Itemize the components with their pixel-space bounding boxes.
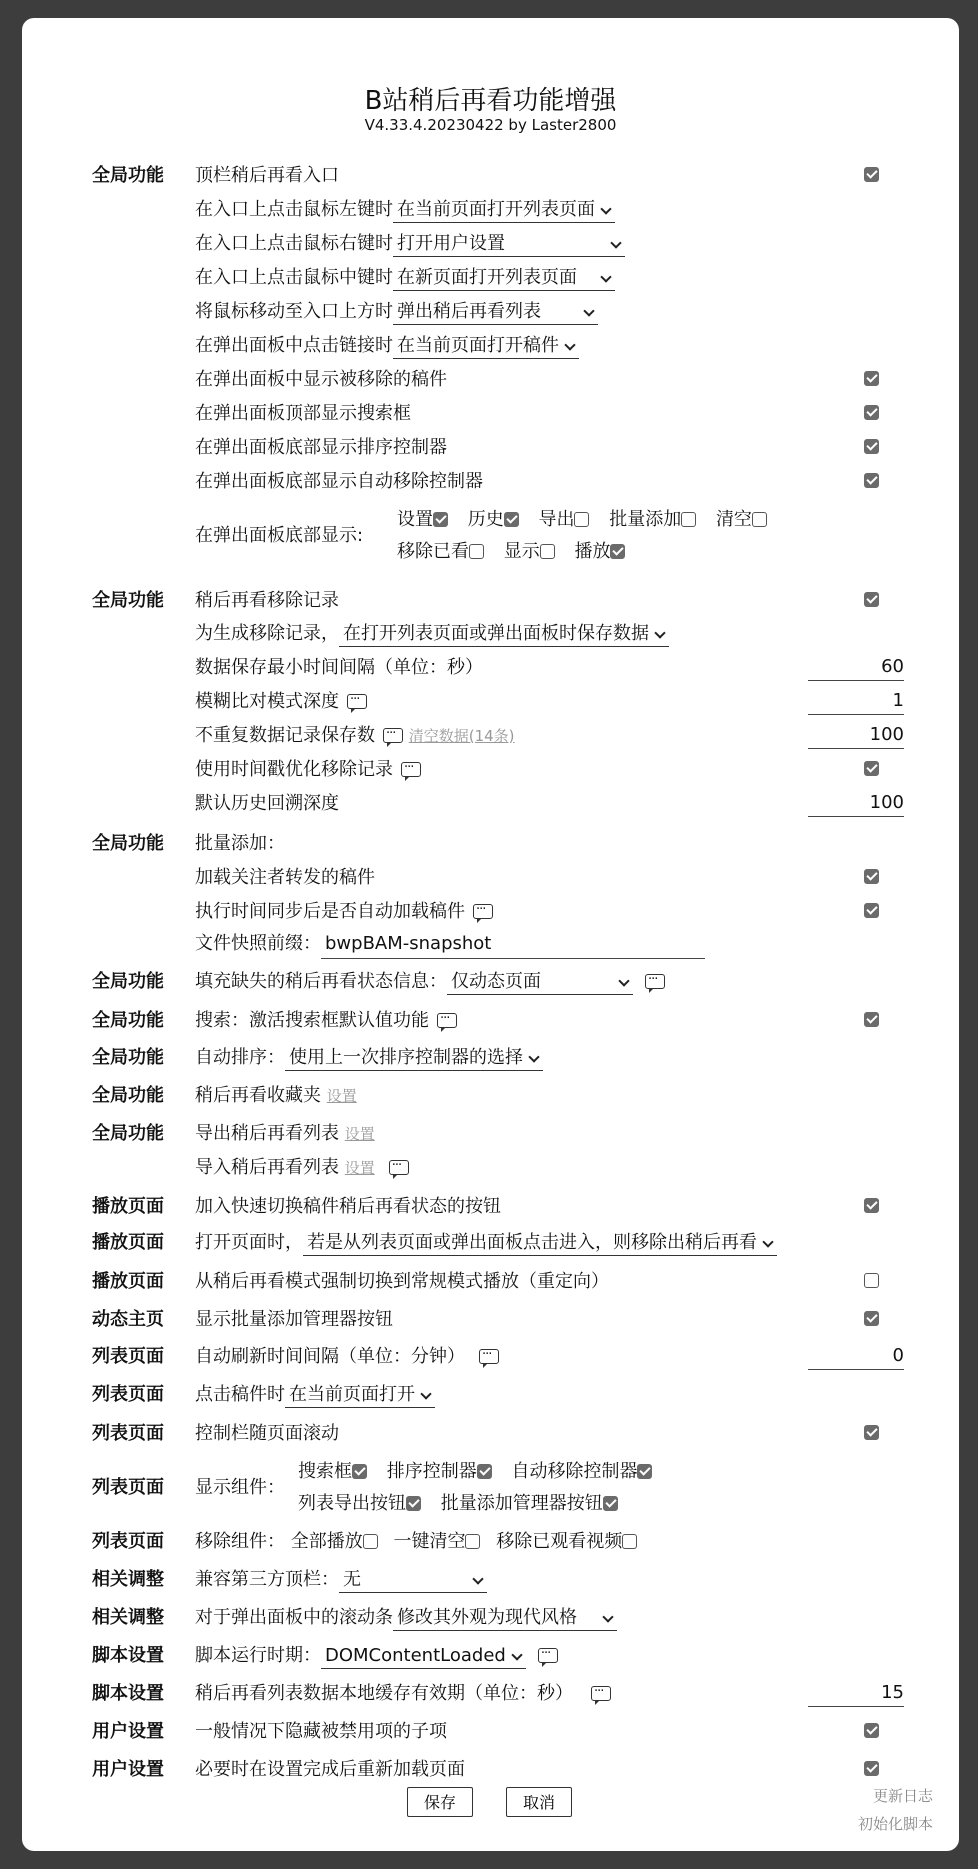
category-label: 全局功能 xyxy=(92,165,164,186)
setting-label: 为生成移除记录， xyxy=(195,623,339,644)
opt-label: 搜索框 xyxy=(298,1461,352,1482)
save-button[interactable]: 保存 xyxy=(407,1787,473,1817)
opt-history-checkbox[interactable] xyxy=(504,512,519,527)
comment-icon[interactable] xyxy=(437,1013,457,1028)
setting-label: 在弹出面板底部显示排序控制器 xyxy=(195,437,447,458)
setting-label: 显示批量添加管理器按钮 xyxy=(195,1309,393,1330)
setting-label: 自动刷新时间间隔（单位：分钟） xyxy=(195,1346,465,1367)
opt-label: 批量添加管理器按钮 xyxy=(440,1493,603,1514)
third-party-header-select[interactable]: 无 xyxy=(339,1568,487,1593)
opt-label: 自动移除控制器 xyxy=(511,1461,638,1482)
opt-label: 排序控制器 xyxy=(386,1461,477,1482)
comp-sort-checkbox[interactable] xyxy=(477,1464,492,1479)
opt-label: 播放 xyxy=(574,541,611,562)
setting-label: 使用时间戳优化移除记录 xyxy=(195,759,393,780)
setting-label: 必要时在设置完成后重新加载页面 xyxy=(195,1759,465,1780)
snapshot-prefix-input[interactable]: bwpBAM-snapshot xyxy=(321,930,705,959)
opt-settings-checkbox[interactable] xyxy=(433,512,448,527)
category-label: 列表页面 xyxy=(92,1346,164,1367)
opt-label: 批量添加 xyxy=(609,509,682,530)
comment-icon[interactable] xyxy=(479,1349,499,1364)
category-label: 脚本设置 xyxy=(92,1645,164,1666)
category-label: 全局功能 xyxy=(92,971,164,992)
quick-switch-checkbox[interactable] xyxy=(864,1198,879,1213)
favorites-settings-link[interactable]: 设置 xyxy=(326,1087,357,1105)
comp-auto-remove-checkbox[interactable] xyxy=(637,1464,652,1479)
setting-label: 稍后再看列表数据本地缓存有效期（单位：秒） xyxy=(195,1683,573,1704)
category-label: 列表页面 xyxy=(92,1423,164,1444)
setting-label: 加载关注者转发的稿件 xyxy=(195,867,375,888)
category-label: 用户设置 xyxy=(92,1721,164,1742)
fuzzy-depth-input[interactable]: 1 xyxy=(808,688,904,715)
comment-icon[interactable] xyxy=(645,974,665,989)
version-text: V4.33.4.20230422 by Laster2800 xyxy=(364,116,617,134)
left-click-select[interactable]: 在当前页面打开列表页面 xyxy=(393,198,615,223)
comment-icon[interactable] xyxy=(591,1686,611,1701)
category-label: 脚本设置 xyxy=(92,1683,164,1704)
timestamp-optimize-checkbox[interactable] xyxy=(864,761,879,776)
show-sort-checkbox[interactable] xyxy=(864,439,879,454)
setting-label: 在弹出面板中显示被移除的稿件 xyxy=(195,369,447,390)
auto-load-checkbox[interactable] xyxy=(864,903,879,918)
setting-label: 加入快速切换稿件稍后再看状态的按钮 xyxy=(195,1196,501,1217)
category-label: 动态主页 xyxy=(92,1309,164,1330)
setting-label: 在弹出面板底部显示: xyxy=(195,525,364,546)
comp-search-checkbox[interactable] xyxy=(352,1464,367,1479)
setting-label: 数据保存最小时间间隔（单位：秒） xyxy=(195,657,483,678)
setting-label: 在入口上点击鼠标左键时 xyxy=(195,199,393,220)
setting-label: 在弹出面板顶部显示搜索框 xyxy=(195,403,411,424)
setting-label: 稍后再看收藏夹 xyxy=(195,1085,321,1106)
setting-label: 执行时间同步后是否自动加载稿件 xyxy=(195,901,465,922)
click-video-select[interactable]: 在当前页面打开 xyxy=(285,1383,435,1408)
setting-label: 在弹出面板底部显示自动移除控制器 xyxy=(195,471,483,492)
setting-label: 导入稍后再看列表 xyxy=(195,1157,339,1178)
setting-label: 在入口上点击鼠标右键时 xyxy=(195,233,393,254)
category-label: 全局功能 xyxy=(92,833,164,854)
comment-icon[interactable] xyxy=(383,728,403,743)
opt-label: 历史 xyxy=(467,509,504,530)
header-entry-checkbox[interactable] xyxy=(864,167,879,182)
opt-play-checkbox[interactable] xyxy=(610,544,625,559)
remove-watched-checkbox[interactable] xyxy=(622,1534,637,1549)
open-page-select[interactable]: 若是从列表页面或弹出面板点击进入，则移除出稍后再看 xyxy=(303,1231,777,1256)
reload-checkbox[interactable] xyxy=(864,1761,879,1776)
setting-label: 默认历史回溯深度 xyxy=(195,793,339,814)
remove-history-checkbox[interactable] xyxy=(864,592,879,607)
category-label: 相关调整 xyxy=(92,1607,164,1628)
run-at-select[interactable]: DOMContentLoaded xyxy=(321,1644,526,1669)
setting-label: 从稍后再看模式强制切换到常规模式播放（重定向） xyxy=(195,1271,609,1292)
setting-label: 脚本运行时期： xyxy=(195,1645,321,1666)
show-removed-checkbox[interactable] xyxy=(864,371,879,386)
setting-label: 点击稿件时 xyxy=(195,1384,285,1405)
opt-label: 全部播放 xyxy=(290,1531,363,1552)
category-label: 播放页面 xyxy=(92,1271,164,1292)
fill-status-select[interactable]: 仅动态页面 xyxy=(447,970,633,995)
setting-label: 导出稍后再看列表 xyxy=(195,1123,339,1144)
setting-label: 稍后再看移除记录 xyxy=(195,590,339,611)
category-label: 用户设置 xyxy=(92,1759,164,1780)
category-label: 全局功能 xyxy=(92,590,164,611)
setting-label: 在弹出面板中点击链接时 xyxy=(195,335,393,356)
setting-label: 批量添加： xyxy=(195,833,285,854)
remove-clear-checkbox[interactable] xyxy=(465,1534,480,1549)
min-interval-input[interactable]: 60 xyxy=(808,654,904,681)
opt-show-checkbox[interactable] xyxy=(540,544,555,559)
setting-label: 一般情况下隐藏被禁用项的子项 xyxy=(195,1721,447,1742)
load-forwarded-checkbox[interactable] xyxy=(864,869,879,884)
setting-label: 在入口上点击鼠标中键时 xyxy=(195,267,393,288)
opt-label: 显示 xyxy=(503,541,540,562)
changelog-link[interactable]: 更新日志 xyxy=(872,1787,933,1805)
middle-click-select[interactable]: 在新页面打开列表页面 xyxy=(393,266,615,291)
comment-icon[interactable] xyxy=(347,694,367,709)
save-timing-select[interactable]: 在打开列表页面或弹出面板时保存数据 xyxy=(339,622,669,647)
category-label: 列表页面 xyxy=(92,1531,164,1552)
setting-label: 移除组件： xyxy=(195,1531,285,1552)
setting-label: 填充缺失的稍后再看状态信息： xyxy=(195,971,447,992)
settings-dialog xyxy=(22,18,959,1851)
opt-batch-add-checkbox[interactable] xyxy=(681,512,696,527)
setting-label: 兼容第三方顶栏： xyxy=(195,1569,339,1590)
opt-clear-checkbox[interactable] xyxy=(752,512,767,527)
comment-icon[interactable] xyxy=(401,762,421,777)
cache-ttl-input[interactable]: 15 xyxy=(808,1680,904,1707)
remove-play-all-checkbox[interactable] xyxy=(363,1534,378,1549)
setting-label: 搜索：激活搜索框默认值功能 xyxy=(195,1010,429,1031)
show-auto-remove-checkbox[interactable] xyxy=(864,473,879,488)
setting-label: 将鼠标移动至入口上方时 xyxy=(195,301,393,322)
comp-export-checkbox[interactable] xyxy=(406,1496,421,1511)
setting-label: 控制栏随页面滚动 xyxy=(195,1423,339,1444)
opt-label: 一键清空 xyxy=(393,1531,466,1552)
record-count-input[interactable]: 100 xyxy=(808,722,904,749)
show-search-checkbox[interactable] xyxy=(864,405,879,420)
category-label: 播放页面 xyxy=(92,1232,164,1253)
import-settings-link[interactable]: 设置 xyxy=(344,1159,375,1177)
setting-row xyxy=(22,506,959,570)
setting-label: 对于弹出面板中的滚动条 xyxy=(195,1607,393,1628)
setting-label: 打开页面时， xyxy=(195,1232,303,1253)
setting-label: 不重复数据记录保存数 xyxy=(195,725,375,746)
opt-label: 清空 xyxy=(715,509,752,530)
opt-export-checkbox[interactable] xyxy=(574,512,589,527)
search-default-checkbox[interactable] xyxy=(864,1012,879,1027)
hover-select[interactable]: 弹出稍后再看列表 xyxy=(393,300,598,325)
opt-label: 移除已观看视频 xyxy=(496,1531,623,1552)
refresh-interval-input[interactable]: 0 xyxy=(808,1343,904,1370)
category-label: 全局功能 xyxy=(92,1047,164,1068)
setting-label: 顶栏稍后再看入口 xyxy=(195,165,339,186)
opt-label: 导出 xyxy=(538,509,575,530)
popup-link-select[interactable]: 在当前页面打开稿件 xyxy=(393,334,579,359)
hide-disabled-checkbox[interactable] xyxy=(864,1723,879,1738)
category-label: 播放页面 xyxy=(92,1196,164,1217)
comment-icon[interactable] xyxy=(389,1160,409,1175)
comp-batch-checkbox[interactable] xyxy=(603,1496,618,1511)
setting-label: 文件快照前缀： xyxy=(195,933,321,954)
cancel-button[interactable]: 取消 xyxy=(506,1787,572,1817)
right-click-select[interactable]: 打开用户设置 xyxy=(393,232,625,257)
comment-icon[interactable] xyxy=(538,1648,558,1663)
category-label: 全局功能 xyxy=(92,1123,164,1144)
category-label: 列表页面 xyxy=(92,1477,164,1498)
opt-label: 移除已看 xyxy=(397,541,469,562)
setting-label: 自动排序： xyxy=(195,1047,285,1068)
dialog-title: B站稍后再看功能增强 xyxy=(364,86,617,116)
opt-label: 设置 xyxy=(397,509,433,530)
export-settings-link[interactable]: 设置 xyxy=(344,1125,375,1143)
sticky-controls-checkbox[interactable] xyxy=(864,1425,879,1440)
setting-label: 显示组件： xyxy=(195,1477,285,1498)
batch-manager-checkbox[interactable] xyxy=(864,1311,879,1326)
clear-data-link[interactable]: 清空数据(14条) xyxy=(408,727,515,745)
opt-remove-watched-checkbox[interactable] xyxy=(469,544,484,559)
reset-script-link[interactable]: 初始化脚本 xyxy=(857,1815,933,1833)
redirect-checkbox[interactable] xyxy=(864,1273,879,1288)
category-label: 全局功能 xyxy=(92,1010,164,1031)
history-depth-input[interactable]: 100 xyxy=(808,790,904,817)
opt-label: 列表导出按钮 xyxy=(298,1493,406,1514)
auto-sort-select[interactable]: 使用上一次排序控制器的选择 xyxy=(285,1046,543,1071)
comment-icon[interactable] xyxy=(473,904,493,919)
category-label: 相关调整 xyxy=(92,1569,164,1590)
scrollbar-style-select[interactable]: 修改其外观为现代风格 xyxy=(393,1606,617,1631)
setting-label: 模糊比对模式深度 xyxy=(195,691,339,712)
category-label: 全局功能 xyxy=(92,1085,164,1106)
category-label: 列表页面 xyxy=(92,1384,164,1405)
setting-row xyxy=(22,1458,959,1522)
